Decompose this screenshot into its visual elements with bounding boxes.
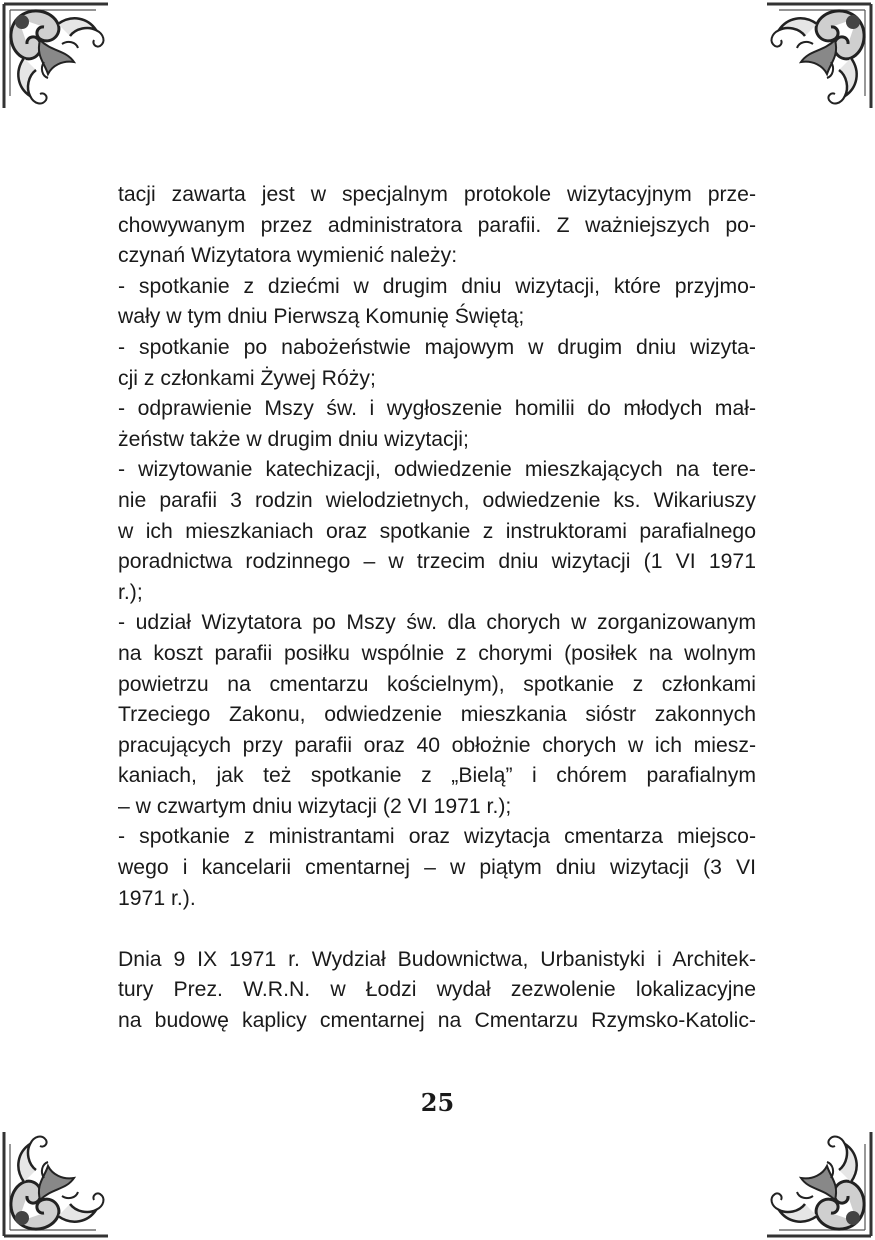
text-line: pracujących przy parafii oraz 40 obłożnie chorych w ich miesz- bbox=[118, 733, 756, 757]
paragraph-gap bbox=[118, 914, 756, 945]
text-line: - spotkanie po nabożeństwie majowym w drugim dniu wizyta- bbox=[118, 335, 756, 359]
ornament-bottom-left-icon bbox=[0, 1128, 112, 1240]
text-line: Trzeciego Zakonu, odwiedzenie mieszkania sióstr zakonnych bbox=[118, 703, 756, 727]
text-line: powietrzu na cmentarzu kościelnym), spotkanie z członkami bbox=[118, 672, 756, 696]
text-line: r.); bbox=[118, 580, 143, 604]
text-line: - spotkanie z ministrantami oraz wizytacja cmentarza miejsco- bbox=[118, 825, 756, 849]
page-number: 25 bbox=[420, 1088, 455, 1117]
text-line: – w czwartym dniu wizytacji (2 VI 1971 r.); bbox=[118, 794, 512, 818]
text-line: Dnia 9 IX 1971 r. Wydział Budownictwa, Urbanistyki i Architek- bbox=[118, 947, 756, 971]
text-line: wego i kancelarii cmentarnej – w piątym dniu wizytacji (3 VI bbox=[118, 856, 756, 880]
text-line: wały w tym dniu Pierwszą Komunię Świętą; bbox=[118, 305, 525, 329]
text-line: tury Prez. W.R.N. w Łodzi wydał zezwolenie lokalizacyjne bbox=[118, 978, 756, 1002]
paragraph bbox=[118, 945, 756, 1037]
text-line: chowywanym przez administratora parafii. Z ważniejszych po- bbox=[118, 213, 756, 237]
text-line: w ich mieszkaniach oraz spotkanie z instruktorami parafialnego bbox=[118, 519, 756, 543]
text-line: - spotkanie z dziećmi w drugim dniu wizytacji, które przyjmo- bbox=[118, 274, 756, 298]
text-line: - odprawienie Mszy św. i wygłoszenie homilii do młodych mał- bbox=[118, 397, 756, 421]
paragraph bbox=[118, 180, 756, 914]
text-line: - udział Wizytatora po Mszy św. dla chorych w zorganizowanym bbox=[118, 611, 756, 635]
body-text bbox=[118, 180, 756, 1037]
text-line: cji z członkami Żywej Róży; bbox=[118, 366, 376, 390]
text-line: tacji zawarta jest w specjalnym protokole wizytacyjnym prze- bbox=[118, 183, 756, 206]
text-line: nie parafii 3 rodzin wielodzietnych, odwiedzenie ks. Wikariuszy bbox=[118, 488, 756, 512]
ornament-bottom-right-icon bbox=[763, 1128, 875, 1240]
text-line: na budowę kaplicy cmentarnej na Cmentarzu Rzymsko-Katolic- bbox=[118, 1009, 756, 1033]
ornament-top-left-icon bbox=[0, 0, 112, 112]
text-line: 1971 r.). bbox=[118, 886, 196, 910]
text-line: poradnictwa rodzinnego – w trzecim dniu wizytacji (1 VI 1971 bbox=[118, 550, 756, 574]
ornament-top-right-icon bbox=[763, 0, 875, 112]
text-line: na koszt parafii posiłku wspólnie z chorymi (posiłek na wolnym bbox=[118, 641, 756, 665]
text-line: kaniach, jak też spotkanie z „Bielą” i chórem parafialnym bbox=[118, 764, 756, 788]
text-line: - wizytowanie katechizacji, odwiedzenie mieszkających na tere- bbox=[118, 458, 756, 482]
text-line: żeństw także w drugim dniu wizytacji; bbox=[118, 427, 469, 451]
text-line: czynań Wizytatora wymienić należy: bbox=[118, 244, 458, 268]
